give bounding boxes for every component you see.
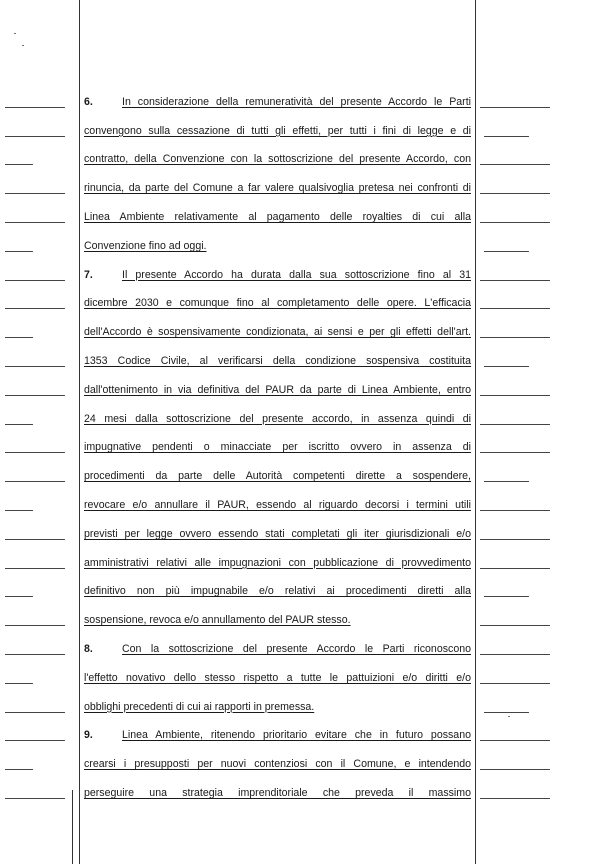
left-margin-fill: [5, 337, 33, 338]
left-margin-fill: [5, 251, 33, 252]
left-margin-fill: [5, 107, 65, 108]
line-content: previsti per legge ovvero essendo stati completati gli iter giurisdizionali e/o: [84, 527, 471, 540]
left-margin-fill: [5, 222, 65, 223]
document-line: [84, 286, 471, 315]
line-text: [84, 499, 471, 512]
line-text: [84, 413, 471, 426]
document-line: [84, 142, 471, 171]
line-text: [84, 701, 471, 714]
line-content: 24 mesi dalla sottoscrizione del presente accordo, in assenza quindi di: [84, 412, 471, 425]
document-line: [84, 228, 471, 257]
line-text: [84, 96, 471, 109]
line-text: [84, 269, 471, 282]
line-content: l'effetto novativo dello stesso rispetto a tutte le pattuizioni e/o diritti e/o: [84, 671, 471, 684]
left-margin-fill: [5, 366, 65, 367]
document-line: [84, 113, 471, 142]
right-margin-fill: [480, 740, 550, 741]
right-margin-fill: [480, 424, 550, 425]
line-content: contratto, della Convenzione con la sottoscrizione del presente Accordo, con: [84, 153, 471, 166]
line-text: [84, 211, 471, 224]
document-line: [84, 199, 471, 228]
right-margin-fill: [484, 596, 529, 597]
document-line: [84, 458, 471, 487]
document-line: [84, 631, 471, 660]
document-line: [84, 660, 471, 689]
document-body: [84, 84, 471, 804]
left-margin-fill: [5, 740, 65, 741]
scan-speck: [22, 45, 24, 46]
right-margin-fill: [480, 193, 550, 194]
right-margin-fill: [484, 366, 529, 367]
line-content: dall'ottenimento in via definitiva del PAUR da parte di Linea Ambiente, entro: [84, 383, 471, 396]
right-margin-fill: [484, 251, 529, 252]
line-text: [84, 125, 471, 138]
line-text: [84, 528, 471, 541]
line-content: convengono sulla cessazione di tutti gli effetti, per tutti i fini di legge e di: [84, 124, 471, 137]
right-margin-fill: [480, 222, 550, 223]
right-margin-fill: [480, 280, 550, 281]
right-margin-fill: [480, 654, 550, 655]
line-content: perseguire una strategia imprenditoriale che preveda il massimo: [84, 786, 471, 799]
left-margin-fill: [5, 308, 65, 309]
paragraph-number: 7.: [84, 268, 93, 281]
line-text: [84, 153, 471, 166]
right-margin-fill: [480, 107, 550, 108]
left-margin-fill: [5, 625, 65, 626]
left-margin-fill: [5, 654, 65, 655]
document-line: [84, 170, 471, 199]
left-margin-fill: [5, 539, 65, 540]
left-margin-fill: [5, 712, 65, 713]
line-content: impugnative pendenti o minacciate per iscritto ovvero in assenza di: [84, 441, 471, 454]
left-margin-fill: [5, 452, 65, 453]
document-line: [84, 545, 471, 574]
left-margin-fill: [5, 510, 33, 511]
right-margin-fill: [480, 337, 550, 338]
right-margin-fill: [484, 136, 529, 137]
document-line: [84, 314, 471, 343]
left-margin-fill: [5, 568, 65, 569]
line-text: [84, 672, 471, 685]
right-margin-fill: [480, 510, 550, 511]
paragraph-number: 9.: [84, 729, 93, 742]
right-margin-fill: [480, 452, 550, 453]
document-line: [84, 746, 471, 775]
line-text: [84, 643, 471, 656]
paragraph-number: 6.: [84, 95, 93, 108]
line-content: Linea Ambiente relativamente al pagamento delle royalties di cui alla: [84, 210, 471, 223]
line-text: [84, 729, 471, 742]
left-margin-fill: [5, 164, 33, 165]
line-text: [84, 182, 471, 195]
right-margin-fill: [480, 308, 550, 309]
right-margin-fill: [480, 395, 550, 396]
line-content: Con la sottoscrizione del presente Accordo le Parti riconoscono: [122, 642, 471, 655]
document-line: [84, 516, 471, 545]
line-content: revocare e/o annullare il PAUR, essendo al riguardo decorsi i termini utili: [84, 498, 471, 511]
left-margin-fill: [5, 769, 33, 770]
scan-speck: [14, 33, 16, 34]
line-content: sospensione, revoca e/o annullamento del PAUR stesso.: [84, 614, 351, 627]
line-text: [84, 384, 471, 397]
right-margin-fill: [484, 481, 529, 482]
line-content: definitivo non più impugnabile e/o relativi ai procedimenti diretti alla: [84, 585, 471, 598]
right-margin-rule: [475, 0, 476, 864]
line-content: procedimenti da parte delle Autorità competenti dirette a sospendere,: [84, 470, 471, 483]
line-text: [84, 240, 471, 253]
document-line: [84, 430, 471, 459]
line-content: 1353 Codice Civile, al verificarsi della condizione sospensiva costituita: [84, 354, 471, 367]
document-line: [84, 487, 471, 516]
document-line: [84, 401, 471, 430]
right-margin-fill: [480, 568, 550, 569]
line-text: [84, 787, 471, 800]
left-margin-rule-bottom: [72, 790, 73, 864]
line-text: [84, 297, 471, 310]
left-margin-fill: [5, 193, 65, 194]
line-content: rinuncia, da parte del Comune a far valere qualsivoglia pretesa nei confronti di: [84, 182, 471, 195]
document-line: [84, 84, 471, 113]
line-content: dicembre 2030 e comunque fino al completamento delle opere. L'efficacia: [84, 297, 471, 310]
line-text: [84, 470, 471, 483]
left-margin-fill: [5, 136, 65, 137]
left-margin-rule: [79, 0, 80, 864]
line-content: In considerazione della remuneratività del presente Accordo le Parti: [122, 95, 471, 108]
document-line: [84, 775, 471, 804]
line-content: Convenzione fino ad oggi.: [84, 239, 207, 252]
right-margin-fill: [484, 712, 529, 713]
left-margin-fill: [5, 798, 65, 799]
right-margin-fill: [480, 769, 550, 770]
document-line: [84, 343, 471, 372]
right-margin-fill: [480, 683, 550, 684]
document-line: [84, 689, 471, 718]
right-margin-fill: [480, 798, 550, 799]
left-margin-fill: [5, 280, 65, 281]
right-margin-fill: [480, 539, 550, 540]
paragraph-number: 8.: [84, 642, 93, 655]
line-text: [84, 585, 471, 598]
scan-speck: [508, 716, 510, 717]
right-margin-fill: [480, 625, 550, 626]
left-margin-fill: [5, 481, 65, 482]
document-line: [84, 718, 471, 747]
line-text: [84, 614, 471, 627]
line-content: Linea Ambiente, ritenendo prioritario evitare che in futuro possano: [122, 729, 471, 742]
document-line: [84, 602, 471, 631]
document-line: [84, 372, 471, 401]
line-text: [84, 355, 471, 368]
left-margin-fill: [5, 596, 33, 597]
right-margin-fill: [480, 164, 550, 165]
line-content: crearsi i presupposti per nuovi contenziosi con il Comune, e intendendo: [84, 758, 471, 771]
line-content: Il presente Accordo ha durata dalla sua sottoscrizione fino al 31: [122, 268, 471, 281]
line-text: [84, 758, 471, 771]
line-text: [84, 441, 471, 454]
line-content: dell'Accordo è sospensivamente condizionata, ai sensi e per gli effetti dell'art.: [84, 326, 471, 339]
left-margin-fill: [5, 395, 65, 396]
line-text: [84, 557, 471, 570]
left-margin-fill: [5, 683, 33, 684]
document-line: [84, 257, 471, 286]
line-text: [84, 326, 471, 339]
document-line: [84, 574, 471, 603]
left-margin-fill: [5, 424, 33, 425]
line-content: obblighi precedenti di cui ai rapporti in premessa.: [84, 700, 315, 713]
line-content: amministrativi relativi alle impugnazioni con pubblicazione di provvedimento: [84, 556, 471, 569]
